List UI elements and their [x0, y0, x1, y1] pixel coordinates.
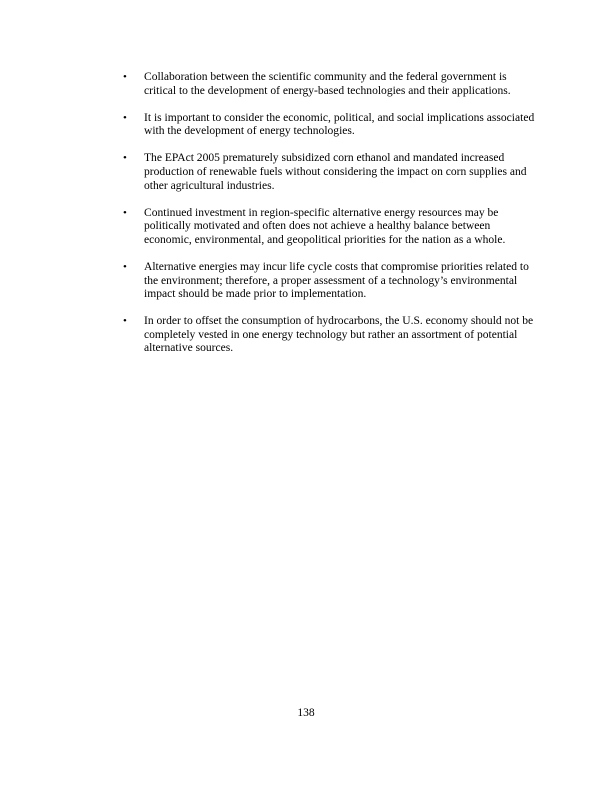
bullet-icon: • [123, 71, 127, 83]
bullet-text: Alternative energies may incur life cycle costs that compromise priorities related to the environment; therefore, a proper assessment of a technology’s environmental impact should be made prior to implementation. [144, 260, 529, 301]
bullet-item [118, 261, 538, 302]
bullet-item [118, 71, 538, 98]
bullet-text: In order to offset the consumption of hydrocarbons, the U.S. economy should not be completely vested in one energy technology but rather an assortment of potential alternative sources. [144, 315, 534, 355]
bullet-icon: • [123, 111, 127, 124]
bullet-text: The EPAct 2005 prematurely subsidized corn ethanol and mandated increased production of renewable fuels without considering the impact on corn supplies and other agricultural industries. [144, 152, 527, 192]
bullet-text: Continued investment in region-specific alternative energy resources may be politically motivated and often does not achieve a healthy balance between economic, environmental, and geopolitical priorities for the nation as a whole. [144, 206, 506, 246]
bullet-text: It is important to consider the economic, political, and social implications associated with the development of energy technologies. [144, 111, 535, 138]
bullet-icon: • [123, 260, 127, 273]
bullet-item [118, 315, 538, 356]
bullet-item [118, 152, 538, 193]
bullet-icon: • [123, 206, 127, 219]
bullet-item [118, 207, 538, 248]
bullet-list [118, 71, 538, 370]
page-number: 138 [297, 707, 315, 719]
bullet-icon: • [123, 152, 127, 165]
bullet-text: Collaboration between the scientific community and the federal government is critical to the development of energy-based technologies and their applications. [144, 71, 511, 97]
bullet-icon: • [123, 315, 127, 328]
bullet-item [118, 112, 538, 139]
